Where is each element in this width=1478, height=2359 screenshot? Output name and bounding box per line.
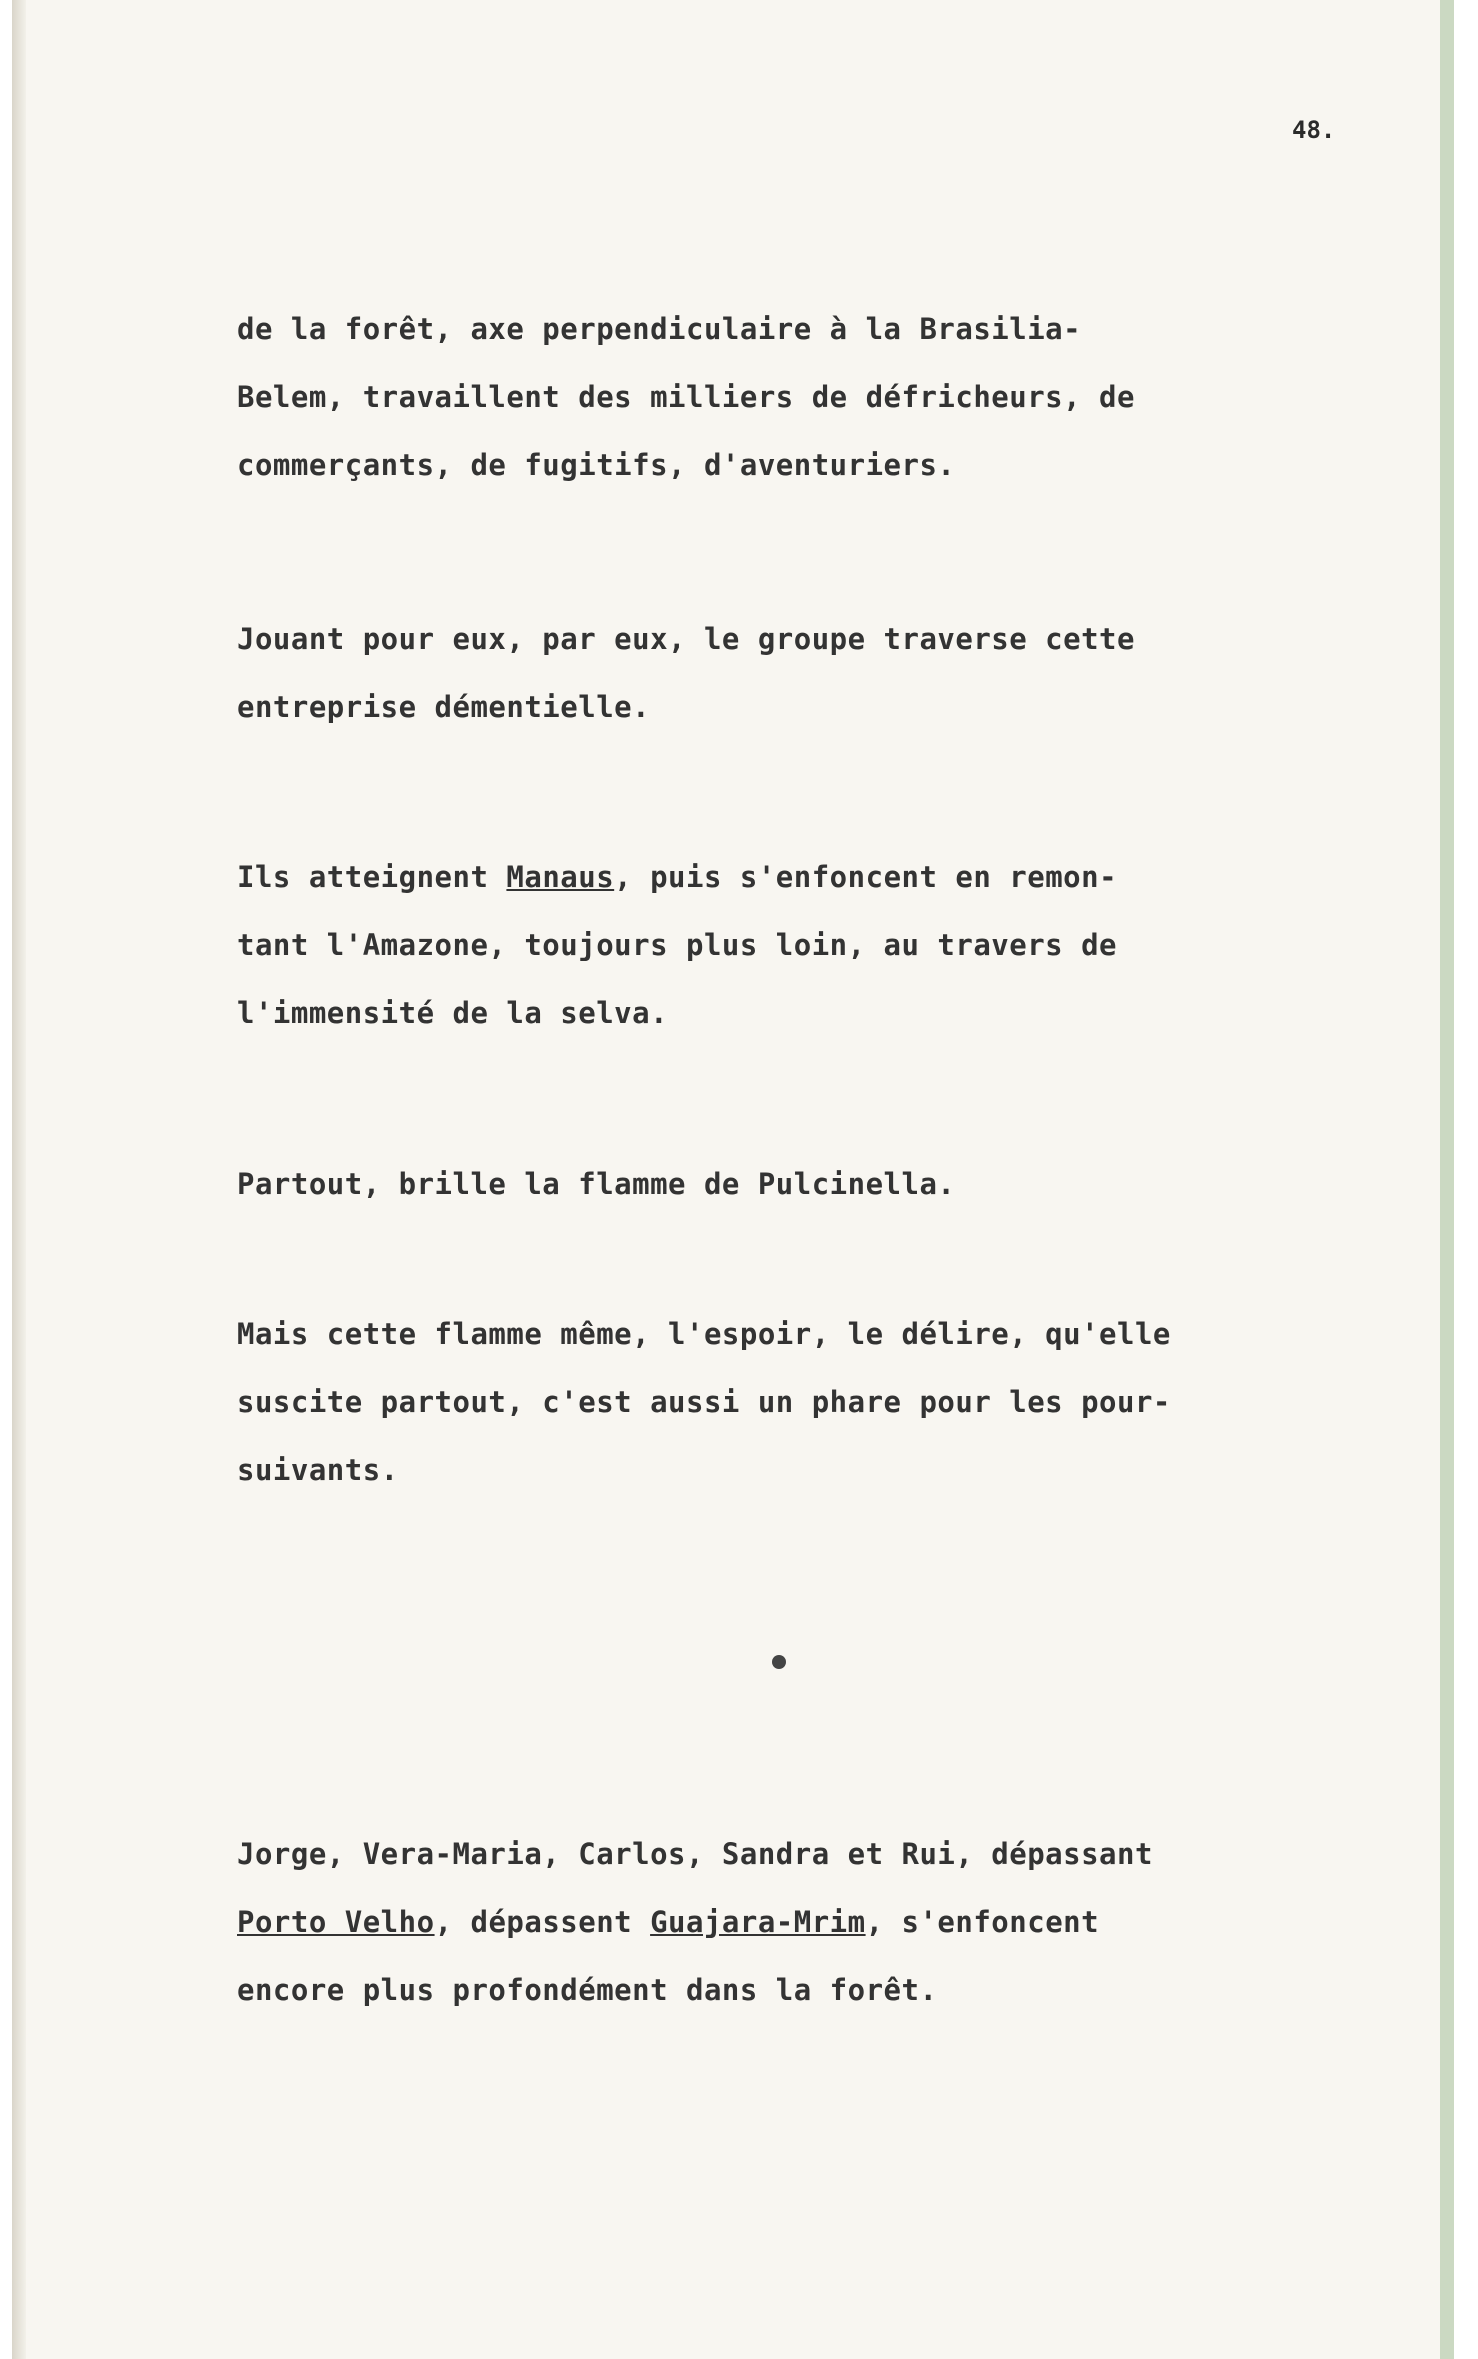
text-span: , s'enfoncent — [865, 1905, 1100, 1939]
text-line: tant l'Amazone, toujours plus loin, au travers de — [237, 928, 1118, 962]
paragraph-2 — [237, 605, 1297, 741]
text-line: de la forêt, axe perpendiculaire à la Brasilia- — [237, 312, 1082, 346]
text-line: suscite partout, c'est aussi un phare pour les pour- — [237, 1385, 1171, 1419]
section-bullet — [772, 1655, 786, 1669]
text-line: l'immensité de la selva. — [237, 996, 669, 1030]
text-line — [237, 843, 1297, 911]
text-line: Belem, travaillent des milliers de défricheurs, de — [237, 380, 1135, 414]
text-line: suivants. — [237, 1453, 399, 1487]
text-line: Mais cette flamme même, l'espoir, le délire, qu'elle — [237, 1317, 1171, 1351]
document-page — [12, 0, 1454, 2359]
place-name-porto-velho: Porto Velho — [237, 1905, 435, 1939]
page-binding-strip — [1440, 0, 1454, 2359]
text-line: Partout, brille la flamme de Pulcinella. — [237, 1167, 956, 1201]
text-line: Jouant pour eux, par eux, le groupe traverse cette — [237, 622, 1135, 656]
paragraph-3 — [237, 843, 1297, 1047]
place-name-guajara-mirim: Guajara-Mrim — [650, 1905, 866, 1939]
paragraph-6 — [237, 1820, 1297, 2024]
text-line: entreprise démentielle. — [237, 690, 651, 724]
text-line: Jorge, Vera-Maria, Carlos, Sandra et Rui, dépassant — [237, 1837, 1153, 1871]
text-span: , dépassent — [434, 1905, 651, 1939]
page-edge-shadow — [12, 0, 26, 2359]
text-line: commerçants, de fugitifs, d'aventuriers. — [237, 448, 956, 482]
paragraph-5 — [237, 1300, 1297, 1504]
page-number: 48. — [1292, 116, 1336, 144]
place-name-manaus: Manaus — [506, 860, 615, 894]
paragraph-4 — [237, 1150, 1297, 1218]
text-span: , puis s'enfoncent en remon- — [614, 860, 1118, 894]
text-line: encore plus profondément dans la forêt. — [237, 1973, 938, 2007]
text-line — [237, 1888, 1297, 1956]
text-span: Ils atteignent — [237, 860, 507, 894]
paragraph-1 — [237, 295, 1297, 499]
